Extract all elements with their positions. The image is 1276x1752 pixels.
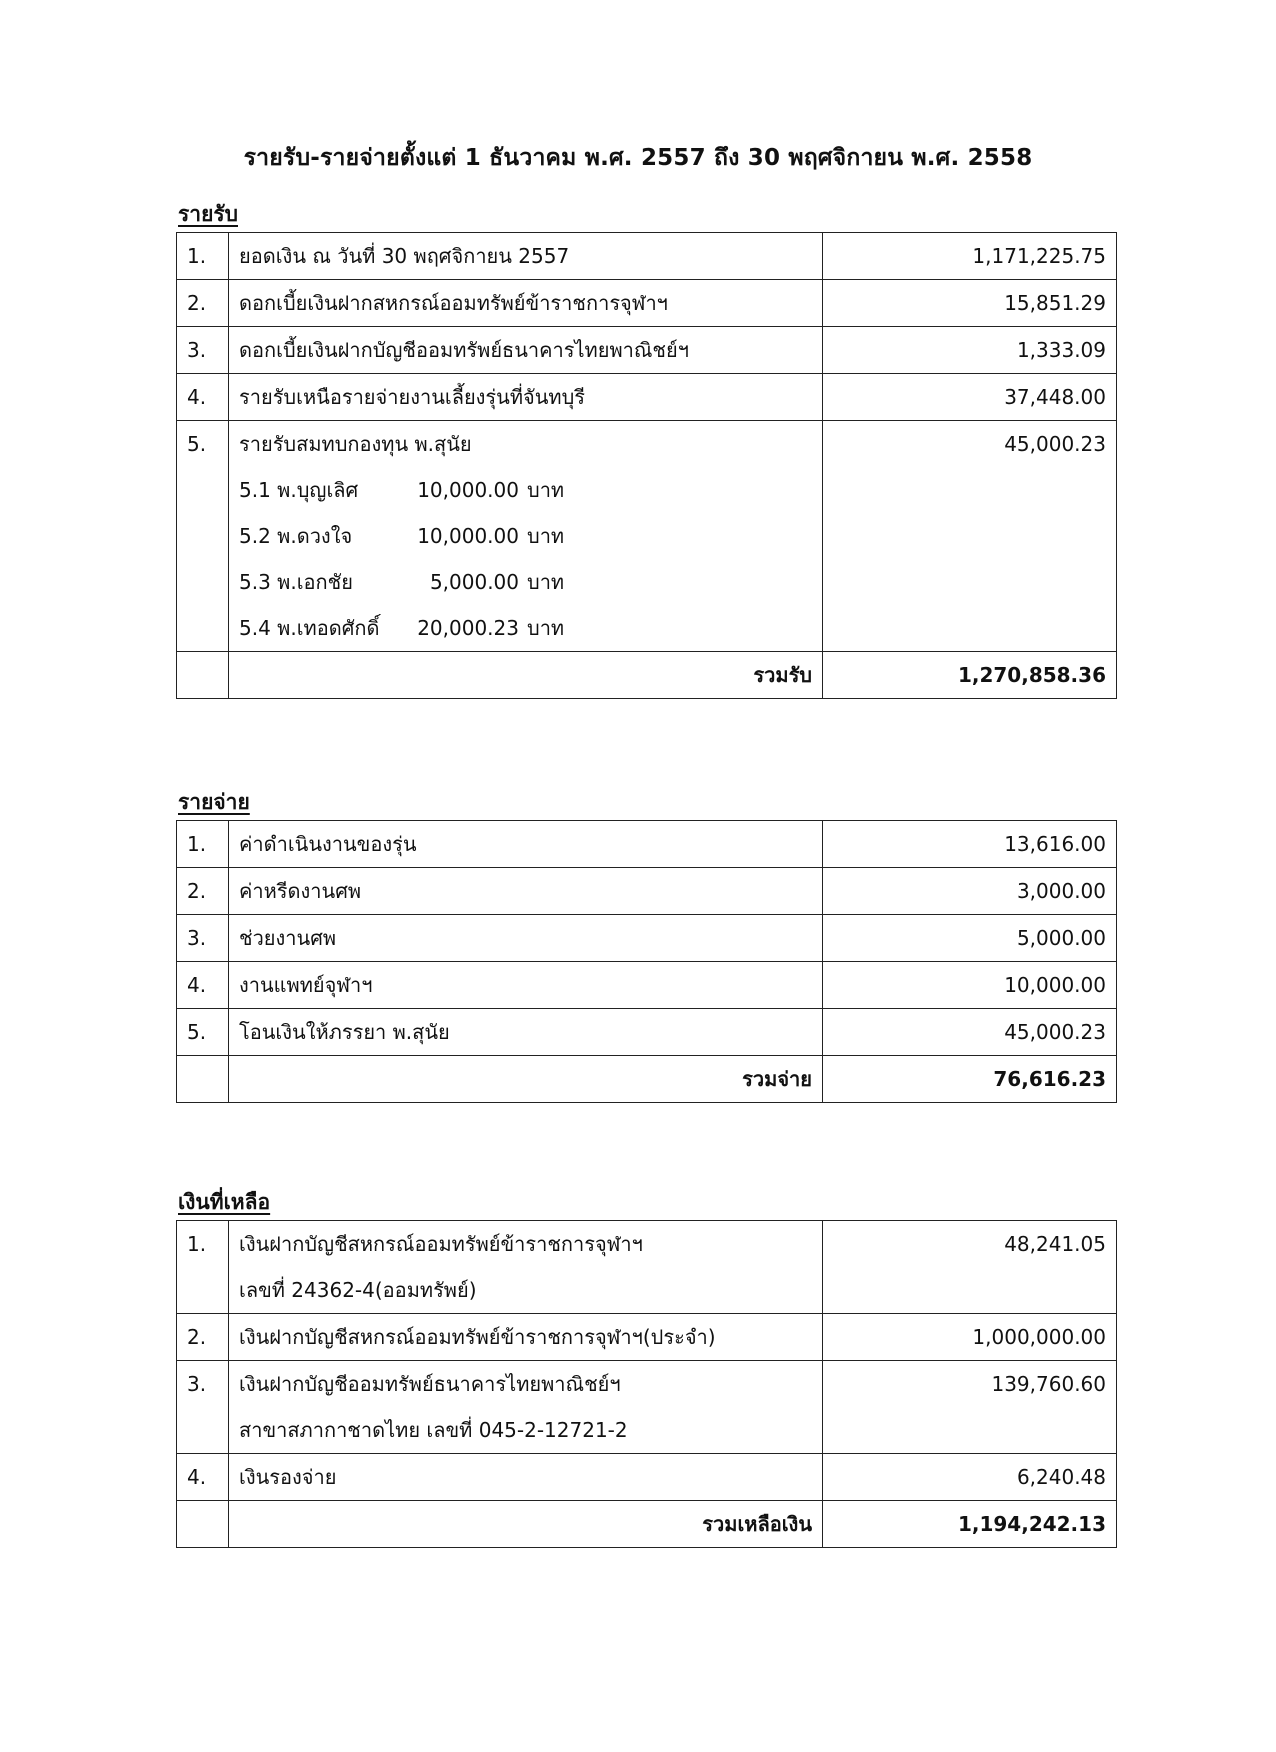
sub-item-unit: บาท	[527, 570, 565, 594]
table-row	[177, 327, 1117, 374]
row-description: ดอกเบี้ยเงินฝากสหกรณ์ออมทรัพย์ข้าราชการจุฬาฯ	[229, 280, 823, 327]
row-amount: 5,000.00	[823, 915, 1117, 962]
total-row	[177, 1501, 1117, 1548]
row-amount: 45,000.23	[823, 421, 1117, 652]
row-number: 2.	[177, 868, 229, 915]
empty-cell	[177, 652, 229, 699]
empty-cell	[177, 1056, 229, 1103]
row-number: 1.	[177, 1221, 229, 1314]
sub-item-unit: บาท	[527, 524, 565, 548]
row-number: 4.	[177, 374, 229, 421]
row-amount: 1,333.09	[823, 327, 1117, 374]
row-description: งานแพทย์จุฬาฯ	[229, 962, 823, 1009]
row-description-group	[229, 1361, 823, 1454]
row-number: 1.	[177, 233, 229, 280]
income-total-amount: 1,270,858.36	[823, 652, 1117, 699]
table-row	[177, 421, 1117, 652]
sub-item-value: 10,000.00	[417, 478, 519, 502]
row-description: ช่วยงานศพ	[229, 915, 823, 962]
sub-item-name: 5.4 พ.เทอดศักดิ์	[239, 616, 380, 640]
row-number: 4.	[177, 1454, 229, 1501]
row-description-detail: เลขที่ 24362-4(ออมทรัพย์)	[239, 1278, 477, 1302]
table-row	[177, 1221, 1117, 1314]
row-amount: 15,851.29	[823, 280, 1117, 327]
sub-item-name: 5.1 พ.บุญเลิศ	[239, 478, 359, 502]
row-description: ดอกเบี้ยเงินฝากบัญชีออมทรัพย์ธนาคารไทยพาณิชย์ฯ	[229, 327, 823, 374]
row-amount: 1,171,225.75	[823, 233, 1117, 280]
row-amount: 13,616.00	[823, 821, 1117, 868]
table-row	[177, 1454, 1117, 1501]
row-amount: 10,000.00	[823, 962, 1117, 1009]
table-row	[177, 1361, 1117, 1454]
row-description: ค่าดำเนินงานของรุ่น	[229, 821, 823, 868]
row-description: เงินฝากบัญชีสหกรณ์ออมทรัพย์ข้าราชการจุฬาฯ(ประจำ)	[229, 1314, 823, 1361]
income-table	[176, 232, 1117, 699]
row-description: ค่าหรีดงานศพ	[229, 868, 823, 915]
row-amount: 3,000.00	[823, 868, 1117, 915]
sub-item	[239, 559, 812, 605]
row-description: เงินรองจ่าย	[229, 1454, 823, 1501]
table-row	[177, 1314, 1117, 1361]
row-description-detail: สาขาสภากาชาดไทย เลขที่ 045-2-12721-2	[239, 1418, 628, 1442]
sub-item-value: 10,000.00	[417, 524, 519, 548]
row-description: รายรับเหนือรายจ่ายงานเลี้ยงรุ่นที่จันทบุรี	[229, 374, 823, 421]
row-amount: 6,240.48	[823, 1454, 1117, 1501]
row-number: 3.	[177, 915, 229, 962]
row-number: 1.	[177, 821, 229, 868]
balance-total-amount: 1,194,242.13	[823, 1501, 1117, 1548]
sub-item	[239, 513, 812, 559]
expense-total-label: รวมจ่าย	[229, 1056, 823, 1103]
table-row	[177, 374, 1117, 421]
table-row	[177, 821, 1117, 868]
table-row	[177, 962, 1117, 1009]
table-row	[177, 915, 1117, 962]
row-description-group	[229, 1221, 823, 1314]
table-row	[177, 233, 1117, 280]
row-description-group	[229, 421, 823, 652]
expense-total-amount: 76,616.23	[823, 1056, 1117, 1103]
row-description: เงินฝากบัญชีออมทรัพย์ธนาคารไทยพาณิชย์ฯ	[239, 1372, 621, 1396]
document-title: รายรับ-รายจ่ายตั้งแต่ 1 ธันวาคม พ.ศ. 2557 ถึง 30 พฤศจิกายน พ.ศ. 2558	[243, 145, 1033, 171]
row-description: ยอดเงิน ณ วันที่ 30 พฤศจิกายน 2557	[229, 233, 823, 280]
row-number: 5.	[177, 1009, 229, 1056]
row-amount: 37,448.00	[823, 374, 1117, 421]
balance-total-label: รวมเหลือเงิน	[229, 1501, 823, 1548]
table-row	[177, 280, 1117, 327]
row-number: 3.	[177, 1361, 229, 1454]
total-row	[177, 1056, 1117, 1103]
row-amount: 45,000.23	[823, 1009, 1117, 1056]
empty-cell	[177, 1501, 229, 1548]
row-number: 2.	[177, 1314, 229, 1361]
balance-heading: เงินที่เหลือ	[178, 1190, 271, 1214]
income-heading: รายรับ	[178, 202, 238, 226]
table-row	[177, 868, 1117, 915]
sub-item-value: 20,000.23	[417, 616, 519, 640]
sub-item-value: 5,000.00	[429, 570, 519, 594]
sub-item	[239, 467, 812, 513]
row-description: โอนเงินให้ภรรยา พ.สุนัย	[229, 1009, 823, 1056]
row-number: 4.	[177, 962, 229, 1009]
sub-item-name: 5.3 พ.เอกชัย	[239, 570, 353, 594]
total-row	[177, 652, 1117, 699]
table-row	[177, 1009, 1117, 1056]
row-number: 5.	[177, 421, 229, 652]
expense-table	[176, 820, 1117, 1103]
row-amount: 1,000,000.00	[823, 1314, 1117, 1361]
row-description: รายรับสมทบกองทุน พ.สุนัย	[239, 432, 472, 456]
sub-item-unit: บาท	[527, 616, 565, 640]
row-amount: 139,760.60	[823, 1361, 1117, 1454]
sub-item-unit: บาท	[527, 478, 565, 502]
row-number: 2.	[177, 280, 229, 327]
sub-item	[239, 605, 812, 651]
row-description: เงินฝากบัญชีสหกรณ์ออมทรัพย์ข้าราชการจุฬาฯ	[239, 1232, 643, 1256]
income-total-label: รวมรับ	[229, 652, 823, 699]
balance-table	[176, 1220, 1117, 1548]
row-amount: 48,241.05	[823, 1221, 1117, 1314]
row-number: 3.	[177, 327, 229, 374]
expense-heading: รายจ่าย	[178, 790, 250, 814]
sub-item-name: 5.2 พ.ดวงใจ	[239, 524, 353, 548]
